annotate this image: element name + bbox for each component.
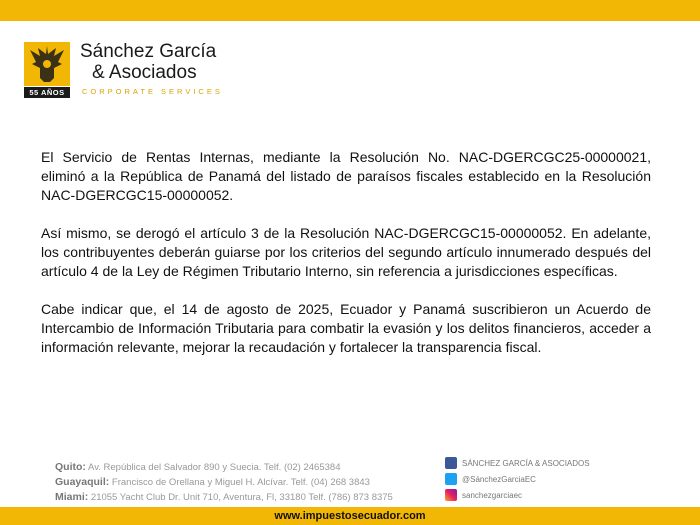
company-logo [24, 42, 224, 102]
years-badge: 55 AÑOS [24, 87, 70, 98]
office-city: Guayaquil: [55, 476, 110, 488]
paragraph-2: Así mismo, se derogó el artículo 3 de la Resolución NAC-DGERCGC15-00000052. En adelante, los contribuyentes deberán guiarse por los criterios del segundo artículo innumerado después del artículo 4 de la Ley de Régimen Tributario Interno, sin referencia a jurisdicciones específicas. [41, 225, 651, 279]
office-city: Quito: [55, 461, 86, 473]
social-facebook[interactable] [445, 455, 590, 471]
office-addresses [55, 460, 393, 505]
announcement-body [41, 148, 651, 376]
social-links [445, 455, 590, 503]
office-address: 21055 Yacht Club Dr. Unit 710, Aventura, Fl, 33180 Telf. (786) 873 8375 [90, 492, 393, 503]
brand-name-line2: & Asociados [92, 62, 197, 83]
winged-lion-emblem-icon [24, 42, 70, 86]
social-label: sanchezgarciaec [462, 490, 523, 500]
office-address: Av. República del Salvador 890 y Suecia. Telf. (02) 2465384 [88, 462, 341, 473]
instagram-icon [445, 489, 457, 501]
social-instagram[interactable] [445, 487, 590, 503]
office-address: Francisco de Orellana y Miguel H. Alcívar. Telf. (04) 268 3843 [111, 477, 370, 488]
paragraph-1: El Servicio de Rentas Internas, mediante la Resolución No. NAC-DGERCGC25-00000021, eliminó a la República de Panamá del listado de paraísos fiscales establecido en la Resolución NAC-DGERCGC15-00000052. [41, 149, 651, 203]
website-link[interactable]: www.impuestosecuador.com [274, 510, 426, 522]
office-miami [55, 490, 393, 505]
office-guayaquil [55, 475, 393, 490]
social-label: SÁNCHEZ GARCÍA & ASOCIADOS [462, 458, 590, 468]
top-accent-bar [0, 0, 700, 21]
social-label: @SánchezGarciaEC [462, 474, 536, 484]
facebook-icon [445, 457, 457, 469]
twitter-icon [445, 473, 457, 485]
office-city: Miami: [55, 491, 89, 503]
brand-tagline: CORPORATE SERVICES [82, 87, 223, 96]
paragraph-3: Cabe indicar que, el 14 de agosto de 2025, Ecuador y Panamá suscribieron un Acuerdo de Intercambio de Información Tributaria para combatir la evasión y los delitos financieros, acceder a información relevante, mejorar la recaudación y fortalecer la transparencia fiscal. [41, 301, 651, 355]
office-quito [55, 460, 393, 475]
brand-name-line1: Sánchez García [80, 41, 217, 62]
social-twitter[interactable] [445, 471, 590, 487]
